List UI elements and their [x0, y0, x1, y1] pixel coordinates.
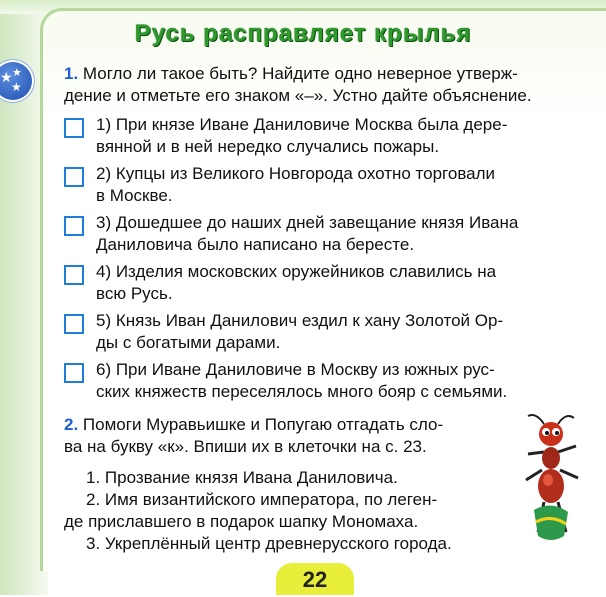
- task1-text-2: дение и отметьте его знаком «–». Устно дайте объяснение.: [64, 86, 532, 105]
- answer-checkbox-6[interactable]: [64, 363, 84, 383]
- task2-text-1: Помоги Муравьишке и Попугаю отгадать сло-: [82, 415, 444, 434]
- riddle-2-line-2: де приславшего в подарок шапку Мономаха.: [64, 512, 419, 531]
- task1-text-1: Могло ли такое быть? Найдите одно неверное утверж-: [82, 64, 518, 83]
- statement-3-line-1: 3) Дошедшее до наших дней завещание князя Ивана: [96, 213, 519, 232]
- answer-checkbox-4[interactable]: [64, 265, 84, 285]
- statement-4-line-2: всю Русь.: [96, 284, 173, 303]
- ant-mascot-icon: [514, 410, 594, 550]
- statement-6-line-2: ских княжеств переселялось много бояр с семьями.: [96, 382, 508, 401]
- page-title: Русь расправляет крылья: [134, 20, 472, 47]
- statement-2-line-1: 2) Купцы из Великого Новгорода охотно торговали: [96, 164, 496, 183]
- task2-text-2: ва на букву «к». Впиши их в клеточки на с. 23.: [64, 437, 427, 456]
- statement-1-line-2: вянной и в ней нередко случались пожары.: [96, 137, 440, 156]
- task2-number: 2.: [64, 415, 79, 434]
- riddle-1: 1. Прозвание князя Ивана Даниловича.: [86, 468, 398, 487]
- riddle-3: 3. Укреплённый центр древнерусского города.: [86, 534, 452, 553]
- answer-checkbox-1[interactable]: [64, 118, 84, 138]
- statement-4-line-1: 4) Изделия московских оружейников славились на: [96, 262, 497, 281]
- statement-5-line-1: 5) Князь Иван Данилович ездил к хану Золотой Ор-: [96, 311, 504, 330]
- answer-checkbox-3[interactable]: [64, 216, 84, 236]
- page-number: 22: [276, 563, 354, 595]
- statement-6-line-1: 6) При Иване Даниловиче в Москву из южных рус-: [96, 360, 495, 379]
- answer-checkbox-2[interactable]: [64, 167, 84, 187]
- task1-line-1: [64, 63, 518, 85]
- statement-5-line-2: ды с богатыми дарами.: [96, 333, 281, 352]
- task2-line-1: [64, 414, 443, 436]
- statement-1-line-1: 1) При князе Иване Даниловиче Москва была дере-: [96, 115, 508, 134]
- stars-badge-icon: ★ ★ ★: [0, 62, 32, 100]
- riddle-2-line-1: 2. Имя византийского императора, по леген-: [86, 490, 438, 509]
- statement-3-line-2: Даниловича было написано на бересте.: [96, 235, 415, 254]
- answer-checkbox-5[interactable]: [64, 314, 84, 334]
- statement-2-line-2: в Москве.: [96, 186, 173, 205]
- task1-number: 1.: [64, 64, 79, 83]
